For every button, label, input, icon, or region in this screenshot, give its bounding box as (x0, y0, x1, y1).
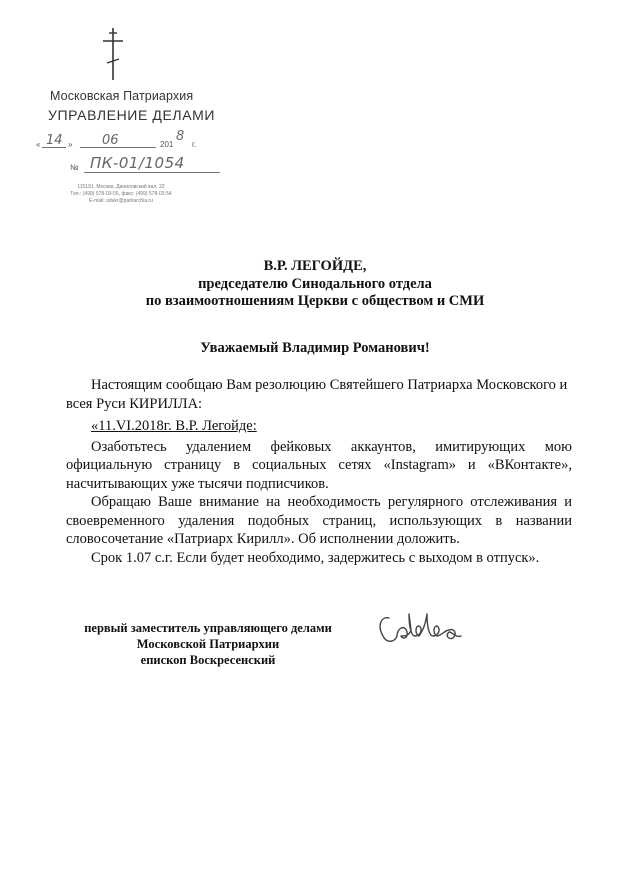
intro-paragraph: Настоящим сообщаю Вам резолюцию Святейшего Патриарха Московского и всея Руси КИРИЛЛА: (66, 377, 568, 412)
signatory-name: епископ Воскресенский (140, 653, 276, 667)
org-name: Московская Патриархия (50, 89, 194, 103)
resolution-paragraph-1: Озаботьтесь удалением фейковых аккаунтов, имитирующих мою официальную страницу в социальных сетях «Instagram» и «ВКонтакте», насчитывающих уже тысячи подписчиков. (66, 438, 572, 492)
phone-line: Тел.: (499) 578-03-55, факс: (499) 578-03-54 (70, 191, 172, 197)
contact-address (36, 184, 206, 205)
date-suffix: г. (192, 140, 197, 149)
reference-number-field (70, 156, 230, 178)
handwritten-signature (375, 606, 465, 650)
orthodox-cross-icon (100, 26, 126, 82)
date-year-handwritten: 8 (176, 129, 185, 144)
email-line: E-mail: udukr@patriarchia.ru (89, 198, 153, 204)
resolution-paragraph-2: Обращаю Ваше внимание на необходимость регулярного отслеживания и своевременного удаления подобных страниц, использующих в названии словосочетание «Патриарх Кирилл». Об исполнении доложить. (66, 494, 572, 547)
signatory-position: первый заместитель управляющего делами (84, 621, 332, 635)
date-month: 06 (102, 133, 119, 148)
resolution-heading: «11.VI.2018г. В.Р. Легойде: (91, 418, 257, 434)
org-department: УПРАВЛЕНИЕ ДЕЛАМИ (48, 107, 216, 123)
number-sign: № (70, 163, 79, 172)
date-month-underline (80, 147, 156, 148)
date-day-underline (42, 147, 66, 148)
salutation: Уважаемый Владимир Романович! (200, 340, 430, 356)
date-year-printed: 201 (160, 140, 174, 149)
addressee-name: В.Р. ЛЕГОЙДЕ, (263, 258, 367, 274)
signatory-organization: Московской Патриархии (136, 637, 280, 651)
addressee-block (0, 258, 630, 311)
date-field (36, 129, 216, 153)
addressee-title-line2: по взаимоотношениям Церкви с обществом и СМИ (145, 293, 485, 309)
reference-number: ПК-01/1054 (90, 154, 185, 172)
signatory-block (58, 620, 358, 668)
resolution-paragraph-3: Срок 1.07 с.г. Если будет необходимо, задержитесь с выходом в отпуск». (91, 549, 540, 566)
address-line: 115191, Москва, Даниловский вал, 22 (77, 184, 165, 190)
addressee-title-line1: председателю Синодального отдела (198, 275, 432, 292)
date-quote-open: « (36, 140, 41, 149)
number-underline (84, 172, 220, 173)
date-day: 14 (46, 133, 63, 148)
letter-body (66, 376, 572, 567)
date-quote-close: » (68, 140, 73, 149)
